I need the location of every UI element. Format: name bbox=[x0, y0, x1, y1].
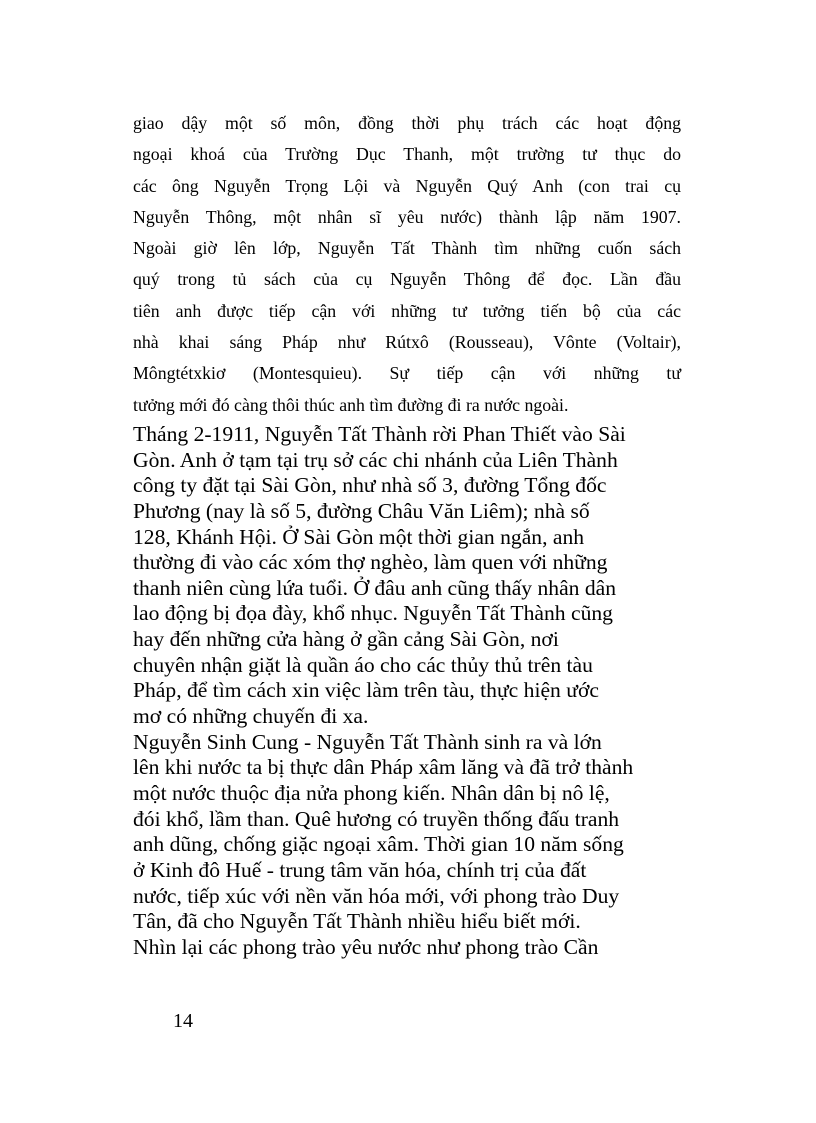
text-line: tưởng mới đó càng thôi thúc anh tìm đường đi ra nước ngoài. bbox=[133, 394, 569, 415]
text-line: Nguyễn Sinh Cung - Nguyễn Tất Thành sinh ra và lớn bbox=[133, 729, 602, 754]
text-line: quý trong tủ sách của cụ Nguyễn Thông để đọc. Lần đầu bbox=[133, 269, 681, 290]
text-line: lên khi nước ta bị thực dân Pháp xâm lăng và đã trở thành bbox=[133, 755, 634, 780]
text-line: Môngtétxkiơ (Montesquieu). Sự tiếp cận với những tư bbox=[133, 363, 681, 384]
paragraph-truong-duc-thanh bbox=[133, 108, 681, 421]
text-line: Tân, đã cho Nguyễn Tất Thành nhiều hiểu biết mới. bbox=[133, 909, 581, 934]
text-line: nước, tiếp xúc với nền văn hóa mới, với phong trào Duy bbox=[133, 883, 620, 908]
text-line: Nguyễn Thông, một nhân sĩ yêu nước) thành lập năm 1907. bbox=[133, 206, 681, 227]
text-line: ngoại khoá của Trường Dục Thanh, một trường tư thục do bbox=[133, 144, 681, 165]
text-line: nhà khai sáng Pháp như Rútxô (Rousseau), Vônte (Voltair), bbox=[133, 332, 681, 353]
text-line: ở Kinh đô Huế - trung tâm văn hóa, chính trị của đất bbox=[133, 857, 587, 882]
text-line: mơ có những chuyến đi xa. bbox=[133, 704, 369, 729]
text-line: Tháng 2-1911, Nguyễn Tất Thành rời Phan Thiết vào Sài bbox=[133, 422, 626, 446]
text-line: chuyên nhận giặt là quần áo cho các thủy thủ trên tàu bbox=[133, 652, 593, 677]
text-line: tiên anh được tiếp cận với những tư tưởng tiến bộ của các bbox=[133, 300, 681, 321]
text-line: giao dậy một số môn, đồng thời phụ trách các hoạt động bbox=[133, 113, 681, 133]
text-line: một nước thuộc địa nửa phong kiến. Nhân dân bị nô lệ, bbox=[133, 780, 610, 805]
document-page bbox=[133, 0, 681, 1123]
paragraph-sai-gon bbox=[133, 422, 693, 960]
text-line: Gòn. Anh ở tạm tại trụ sở các chi nhánh của Liên Thành bbox=[133, 447, 618, 472]
text-line: Pháp, để tìm cách xin việc làm trên tàu, thực hiện ước bbox=[133, 678, 599, 703]
text-line: Ngoài giờ lên lớp, Nguyễn Tất Thành tìm những cuốn sách bbox=[133, 238, 681, 259]
text-line: các ông Nguyễn Trọng Lội và Nguyễn Quý Anh (con trai cụ bbox=[133, 175, 681, 196]
text-line: công ty đặt tại Sài Gòn, như nhà số 3, đường Tổng đốc bbox=[133, 473, 607, 498]
text-line: Nhìn lại các phong trào yêu nước như phong trào Cần bbox=[133, 934, 599, 959]
text-line: đói khổ, lầm than. Quê hương có truyền thống đấu tranh bbox=[133, 806, 620, 831]
text-line: lao động bị đọa đày, khổ nhục. Nguyễn Tất Thành cũng bbox=[133, 601, 613, 626]
text-line: thanh niên cùng lứa tuổi. Ở đâu anh cũng thấy nhân dân bbox=[133, 575, 617, 600]
text-line: thường đi vào các xóm thợ nghèo, làm quen với những bbox=[133, 550, 608, 575]
text-line: Phương (nay là số 5, đường Châu Văn Liêm); nhà số bbox=[133, 498, 590, 523]
text-line: hay đến những cửa hàng ở gần cảng Sài Gòn, nơi bbox=[133, 627, 559, 652]
text-line: 128, Khánh Hội. Ở Sài Gòn một thời gian ngắn, anh bbox=[133, 524, 585, 549]
page-number: 14 bbox=[173, 1010, 193, 1032]
text-line: anh dũng, chống giặc ngoại xâm. Thời gian 10 năm sống bbox=[133, 832, 624, 857]
